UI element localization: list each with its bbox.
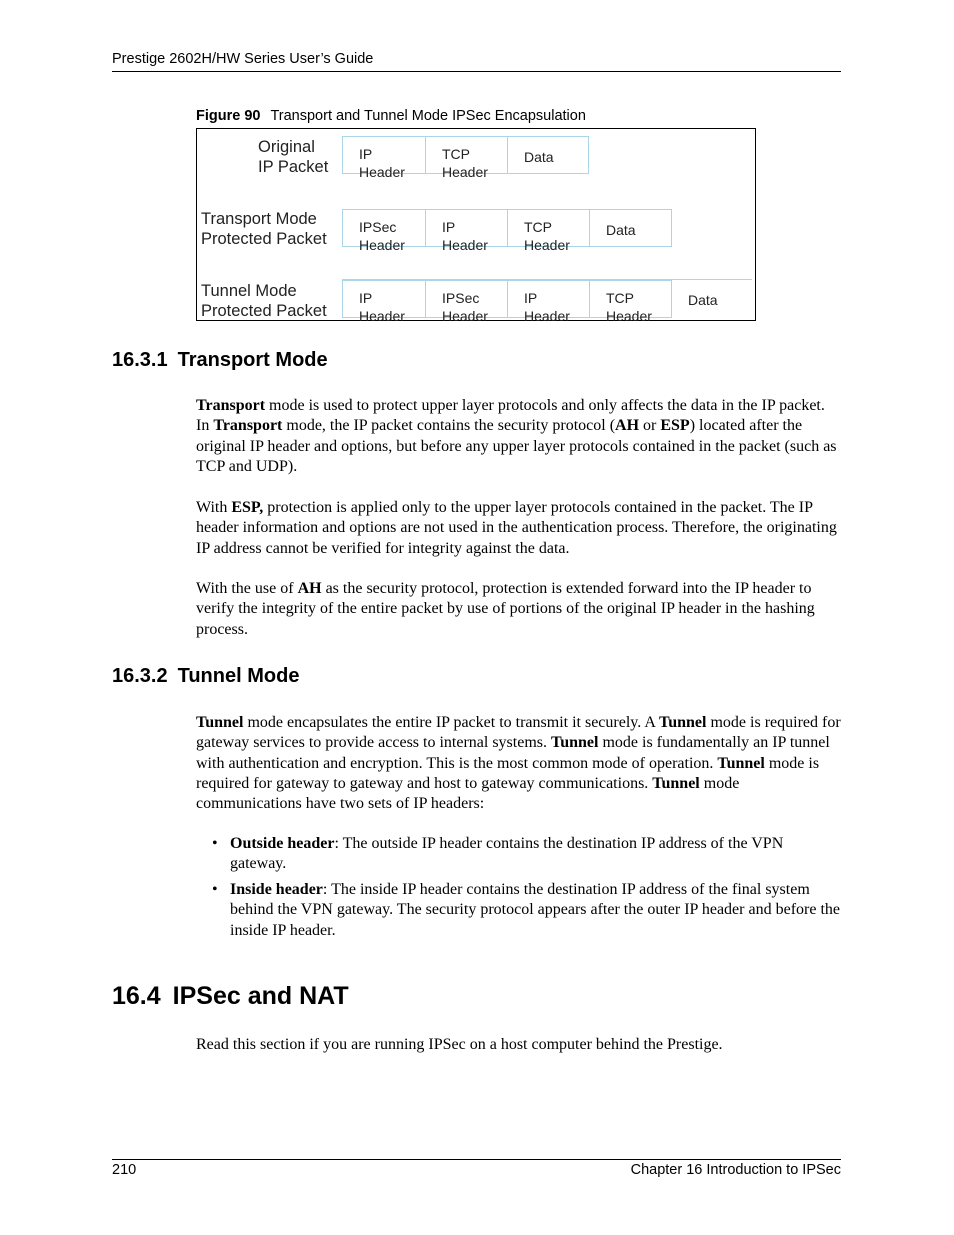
running-header: Prestige 2602H/HW Series User’s Guide: [112, 51, 374, 67]
tunnel-paragraph-1: Tunnel mode encapsulates the entire IP packet to transmit it securely. A Tunnel mode is required for gateway services to provide access to internal systems. Tunnel mode is fundamentally an IP tunnel with authentication and encryption. This is the most common mode of operation. Tunnel mode is required for gateway to gateway and host to gateway communications. Tunnel mode communications have two sets of IP headers:: [196, 714, 841, 813]
heading-transport-mode: 16.3.1 Transport Mode: [112, 349, 328, 371]
packet-cell: TCP Header: [425, 136, 508, 174]
page-number: 210: [112, 1162, 137, 1178]
header-rule: [112, 71, 841, 72]
packet-cell: IP Header: [342, 280, 426, 318]
packet-cell: IP Header: [342, 136, 426, 174]
figure-caption-text: Transport and Tunnel Mode IPSec Encapsulation: [270, 108, 586, 124]
packet-cell: IP Header: [425, 209, 508, 247]
transport-paragraph-2: With ESP, protection is applied only to the upper layer protocols contained in the packet. The IP header information and options are not used in the authentication process. Therefore, the originating IP address cannot be verified for integrity against the data.: [196, 499, 837, 557]
packet-cell: Data: [589, 209, 672, 247]
row-label-tunnel: Tunnel Mode Protected Packet: [201, 282, 327, 320]
row-label-original: Original IP Packet: [258, 138, 329, 176]
row-label-transport: Transport Mode Protected Packet: [201, 210, 327, 248]
ipsec-nat-paragraph: Read this section if you are running IPSec on a host computer behind the Prestige.: [196, 1036, 723, 1053]
packet-cell: IPSec Header: [425, 280, 508, 318]
footer-rule: [112, 1159, 841, 1160]
bullet-icon: •: [212, 881, 218, 898]
footer-chapter-title: Chapter 16 Introduction to IPSec: [630, 1162, 841, 1178]
bullet-icon: •: [212, 835, 218, 852]
transport-paragraph-1: Transport mode is used to protect upper layer protocols and only affects the data in the IP packet. In Transport mode, the IP packet contains the security protocol (AH or ESP) located after the original IP header and options, but before any upper layer protocols contained in the packet (such as TCP and UDP).: [196, 397, 837, 475]
heading-tunnel-mode: 16.3.2 Tunnel Mode: [112, 665, 300, 687]
packet-cell: TCP Header: [589, 280, 672, 318]
packet-cell: TCP Header: [507, 209, 590, 247]
packet-cell: Data: [507, 136, 589, 174]
transport-paragraph-3: With the use of AH as the security protocol, protection is extended forward into the IP header to verify the integrity of the entire packet by use of portions of the original IP header in the hashing process.: [196, 580, 815, 638]
figure-caption: [196, 108, 586, 124]
heading-ipsec-and-nat: 16.4 IPSec and NAT: [112, 982, 349, 1010]
ipsec-encapsulation-figure: [196, 128, 756, 324]
packet-cell: IPSec Header: [342, 209, 426, 247]
packet-cell: IP Header: [507, 280, 590, 318]
packet-cell: Data: [671, 280, 752, 318]
figure-label: Figure 90: [196, 108, 261, 124]
